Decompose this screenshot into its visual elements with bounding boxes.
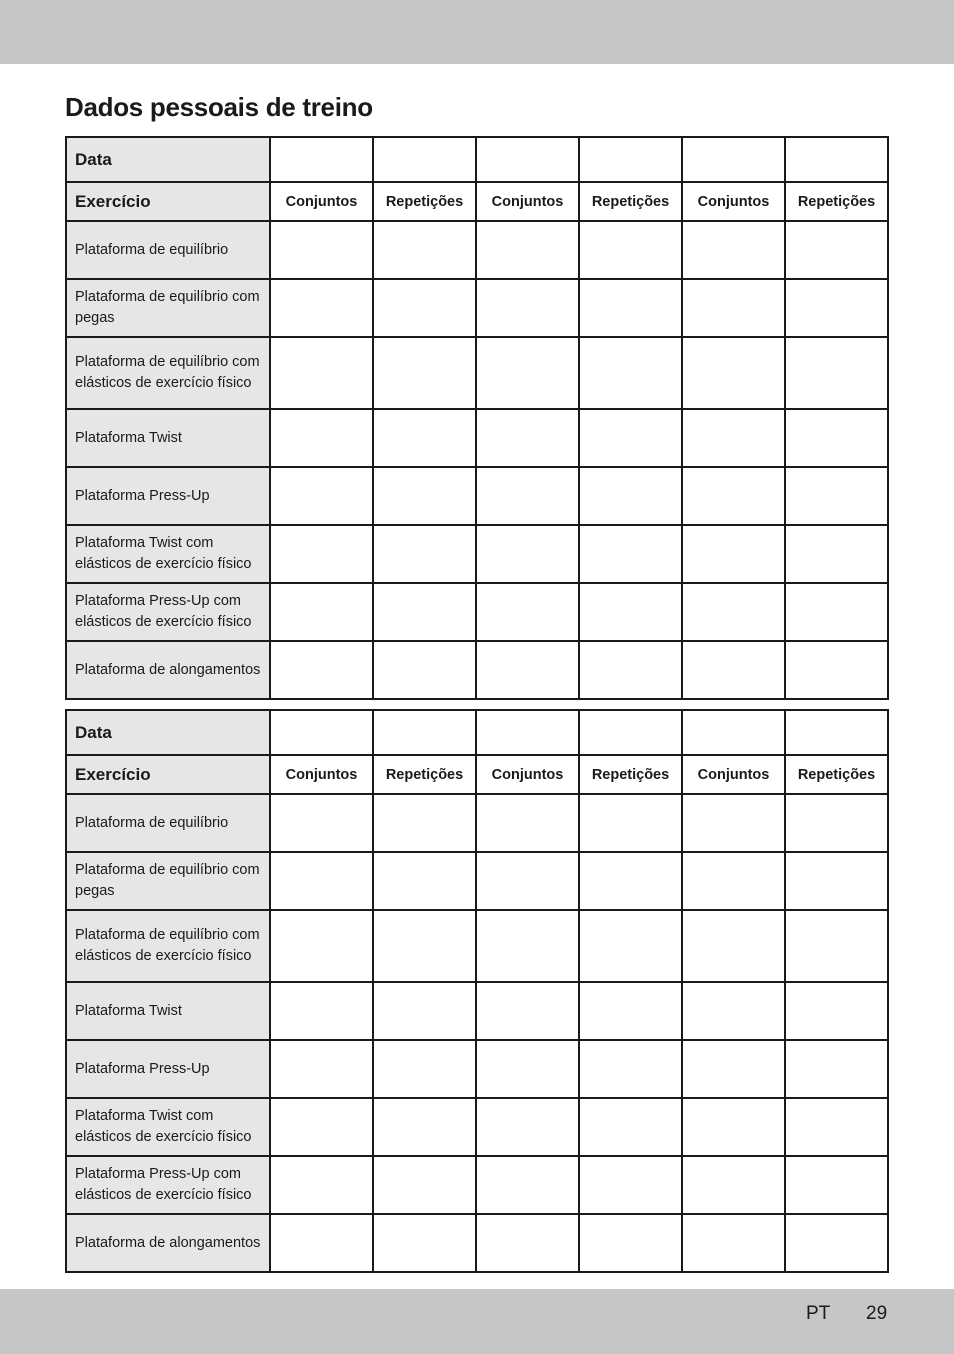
entry-cell[interactable]: [785, 279, 888, 337]
entry-cell[interactable]: [270, 1040, 373, 1098]
date-row: [66, 710, 888, 755]
entry-cell[interactable]: [270, 409, 373, 467]
entry-cell[interactable]: [785, 910, 888, 982]
entry-cell[interactable]: [682, 1040, 785, 1098]
entry-cell[interactable]: [579, 221, 682, 279]
table-row: [66, 221, 888, 279]
entry-cell[interactable]: [476, 641, 579, 699]
entry-cell[interactable]: [476, 583, 579, 641]
header-row: [66, 755, 888, 794]
exercise-name: Plataforma Press-Up com elásticos de exercício físico: [66, 1156, 270, 1214]
exercise-name: Plataforma de alongamentos: [66, 1214, 270, 1272]
entry-cell[interactable]: [270, 794, 373, 852]
entry-cell[interactable]: [270, 525, 373, 583]
entry-cell[interactable]: [373, 910, 476, 982]
entry-cell[interactable]: [476, 337, 579, 409]
table-row: [66, 583, 888, 641]
entry-cell[interactable]: [270, 467, 373, 525]
entry-cell[interactable]: [682, 910, 785, 982]
table-row: [66, 525, 888, 583]
date-cell[interactable]: [373, 137, 476, 182]
entry-cell[interactable]: [373, 467, 476, 525]
entry-cell[interactable]: [373, 852, 476, 910]
reps-header: Repetições: [373, 182, 476, 221]
entry-cell[interactable]: [476, 794, 579, 852]
date-cell[interactable]: [579, 137, 682, 182]
entry-cell[interactable]: [373, 337, 476, 409]
entry-cell[interactable]: [785, 525, 888, 583]
entry-cell[interactable]: [476, 982, 579, 1040]
entry-cell[interactable]: [373, 794, 476, 852]
exercise-name: Plataforma Twist: [66, 982, 270, 1040]
date-cell[interactable]: [682, 137, 785, 182]
entry-cell[interactable]: [373, 409, 476, 467]
entry-cell[interactable]: [682, 525, 785, 583]
table-row: [66, 852, 888, 910]
entry-cell[interactable]: [270, 1156, 373, 1214]
date-cell[interactable]: [476, 710, 579, 755]
entry-cell[interactable]: [682, 852, 785, 910]
date-cell[interactable]: [270, 137, 373, 182]
entry-cell[interactable]: [579, 337, 682, 409]
entry-cell[interactable]: [270, 1098, 373, 1156]
entry-cell[interactable]: [579, 794, 682, 852]
training-log-table-1: [65, 136, 889, 700]
entry-cell[interactable]: [785, 337, 888, 409]
reps-header: Repetições: [373, 755, 476, 794]
date-label: Data: [66, 137, 270, 182]
entry-cell[interactable]: [476, 467, 579, 525]
date-cell[interactable]: [373, 710, 476, 755]
entry-cell[interactable]: [270, 279, 373, 337]
entry-cell[interactable]: [785, 1098, 888, 1156]
entry-cell[interactable]: [579, 583, 682, 641]
reps-header: Repetições: [579, 182, 682, 221]
entry-cell[interactable]: [682, 409, 785, 467]
sets-header: Conjuntos: [682, 755, 785, 794]
table-row: [66, 409, 888, 467]
entry-cell[interactable]: [476, 1214, 579, 1272]
top-band: [0, 0, 954, 64]
entry-cell[interactable]: [270, 852, 373, 910]
entry-cell[interactable]: [373, 1040, 476, 1098]
entry-cell[interactable]: [579, 279, 682, 337]
table-row: [66, 467, 888, 525]
entry-cell[interactable]: [785, 982, 888, 1040]
date-cell[interactable]: [270, 710, 373, 755]
exercise-name: Plataforma Twist com elásticos de exercício físico: [66, 1098, 270, 1156]
entry-cell[interactable]: [682, 221, 785, 279]
exercise-name: Plataforma Press-Up com elásticos de exercício físico: [66, 583, 270, 641]
entry-cell[interactable]: [476, 1156, 579, 1214]
entry-cell[interactable]: [682, 279, 785, 337]
entry-cell[interactable]: [270, 641, 373, 699]
date-cell[interactable]: [476, 137, 579, 182]
entry-cell[interactable]: [682, 467, 785, 525]
table-row: [66, 1040, 888, 1098]
entry-cell[interactable]: [682, 794, 785, 852]
entry-cell[interactable]: [476, 1040, 579, 1098]
entry-cell[interactable]: [270, 910, 373, 982]
exercise-name: Plataforma Twist com elásticos de exercício físico: [66, 525, 270, 583]
exercise-name: Plataforma Twist: [66, 409, 270, 467]
table-row: [66, 982, 888, 1040]
reps-header: Repetições: [579, 755, 682, 794]
entry-cell[interactable]: [682, 1156, 785, 1214]
entry-cell[interactable]: [682, 982, 785, 1040]
entry-cell[interactable]: [476, 910, 579, 982]
date-cell[interactable]: [682, 710, 785, 755]
entry-cell[interactable]: [476, 852, 579, 910]
entry-cell[interactable]: [270, 337, 373, 409]
exercise-name: Plataforma de equilíbrio: [66, 221, 270, 279]
entry-cell[interactable]: [785, 1214, 888, 1272]
entry-cell[interactable]: [270, 1214, 373, 1272]
exercise-name: Plataforma de equilíbrio com pegas: [66, 279, 270, 337]
entry-cell[interactable]: [476, 409, 579, 467]
entry-cell[interactable]: [785, 794, 888, 852]
table-row: [66, 1214, 888, 1272]
header-row: [66, 182, 888, 221]
table-row: [66, 1156, 888, 1214]
footer-language: PT: [806, 1303, 831, 1324]
reps-header: Repetições: [785, 182, 888, 221]
entry-cell[interactable]: [785, 1040, 888, 1098]
entry-cell[interactable]: [682, 1214, 785, 1272]
date-row: [66, 137, 888, 182]
exercise-name: Plataforma de alongamentos: [66, 641, 270, 699]
date-cell[interactable]: [785, 137, 888, 182]
entry-cell[interactable]: [785, 467, 888, 525]
entry-cell[interactable]: [476, 279, 579, 337]
entry-cell[interactable]: [785, 641, 888, 699]
entry-cell[interactable]: [579, 1040, 682, 1098]
entry-cell[interactable]: [579, 852, 682, 910]
table-row: [66, 1098, 888, 1156]
entry-cell[interactable]: [373, 279, 476, 337]
training-log-table-2: [65, 709, 889, 1273]
entry-cell[interactable]: [785, 1156, 888, 1214]
reps-header: Repetições: [785, 755, 888, 794]
entry-cell[interactable]: [270, 221, 373, 279]
date-cell[interactable]: [785, 710, 888, 755]
entry-cell[interactable]: [476, 221, 579, 279]
exercise-name: Plataforma de equilíbrio com elásticos de exercício físico: [66, 910, 270, 982]
entry-cell[interactable]: [373, 221, 476, 279]
exercise-label: Exercício: [66, 755, 270, 794]
entry-cell[interactable]: [579, 1098, 682, 1156]
sets-header: Conjuntos: [270, 755, 373, 794]
entry-cell[interactable]: [579, 982, 682, 1040]
entry-cell[interactable]: [476, 1098, 579, 1156]
entry-cell[interactable]: [682, 1098, 785, 1156]
entry-cell[interactable]: [373, 641, 476, 699]
entry-cell[interactable]: [682, 337, 785, 409]
page-title: Dados pessoais de treino: [65, 92, 373, 122]
entry-cell[interactable]: [579, 1214, 682, 1272]
exercise-name: Plataforma de equilíbrio com elásticos de exercício físico: [66, 337, 270, 409]
entry-cell[interactable]: [579, 910, 682, 982]
entry-cell[interactable]: [682, 583, 785, 641]
sets-header: Conjuntos: [476, 182, 579, 221]
entry-cell[interactable]: [579, 525, 682, 583]
entry-cell[interactable]: [373, 1098, 476, 1156]
exercise-label: Exercício: [66, 182, 270, 221]
exercise-name: Plataforma de equilíbrio com pegas: [66, 852, 270, 910]
entry-cell[interactable]: [373, 525, 476, 583]
entry-cell[interactable]: [476, 525, 579, 583]
date-label: Data: [66, 710, 270, 755]
page-number: 29: [866, 1303, 888, 1324]
entry-cell[interactable]: [579, 1156, 682, 1214]
exercise-name: Plataforma de equilíbrio: [66, 794, 270, 852]
entry-cell[interactable]: [785, 221, 888, 279]
entry-cell[interactable]: [373, 583, 476, 641]
entry-cell[interactable]: [373, 982, 476, 1040]
entry-cell[interactable]: [373, 1214, 476, 1272]
entry-cell[interactable]: [785, 852, 888, 910]
entry-cell[interactable]: [579, 409, 682, 467]
table-row: [66, 794, 888, 852]
table-row: [66, 337, 888, 409]
entry-cell[interactable]: [785, 409, 888, 467]
entry-cell[interactable]: [785, 583, 888, 641]
sets-header: Conjuntos: [476, 755, 579, 794]
sets-header: Conjuntos: [682, 182, 785, 221]
exercise-name: Plataforma Press-Up: [66, 1040, 270, 1098]
table-row: [66, 641, 888, 699]
entry-cell[interactable]: [270, 982, 373, 1040]
sets-header: Conjuntos: [270, 182, 373, 221]
entry-cell[interactable]: [579, 467, 682, 525]
entry-cell[interactable]: [270, 583, 373, 641]
entry-cell[interactable]: [682, 641, 785, 699]
entry-cell[interactable]: [373, 1156, 476, 1214]
entry-cell[interactable]: [579, 641, 682, 699]
date-cell[interactable]: [579, 710, 682, 755]
exercise-name: Plataforma Press-Up: [66, 467, 270, 525]
table-row: [66, 279, 888, 337]
table-row: [66, 910, 888, 982]
